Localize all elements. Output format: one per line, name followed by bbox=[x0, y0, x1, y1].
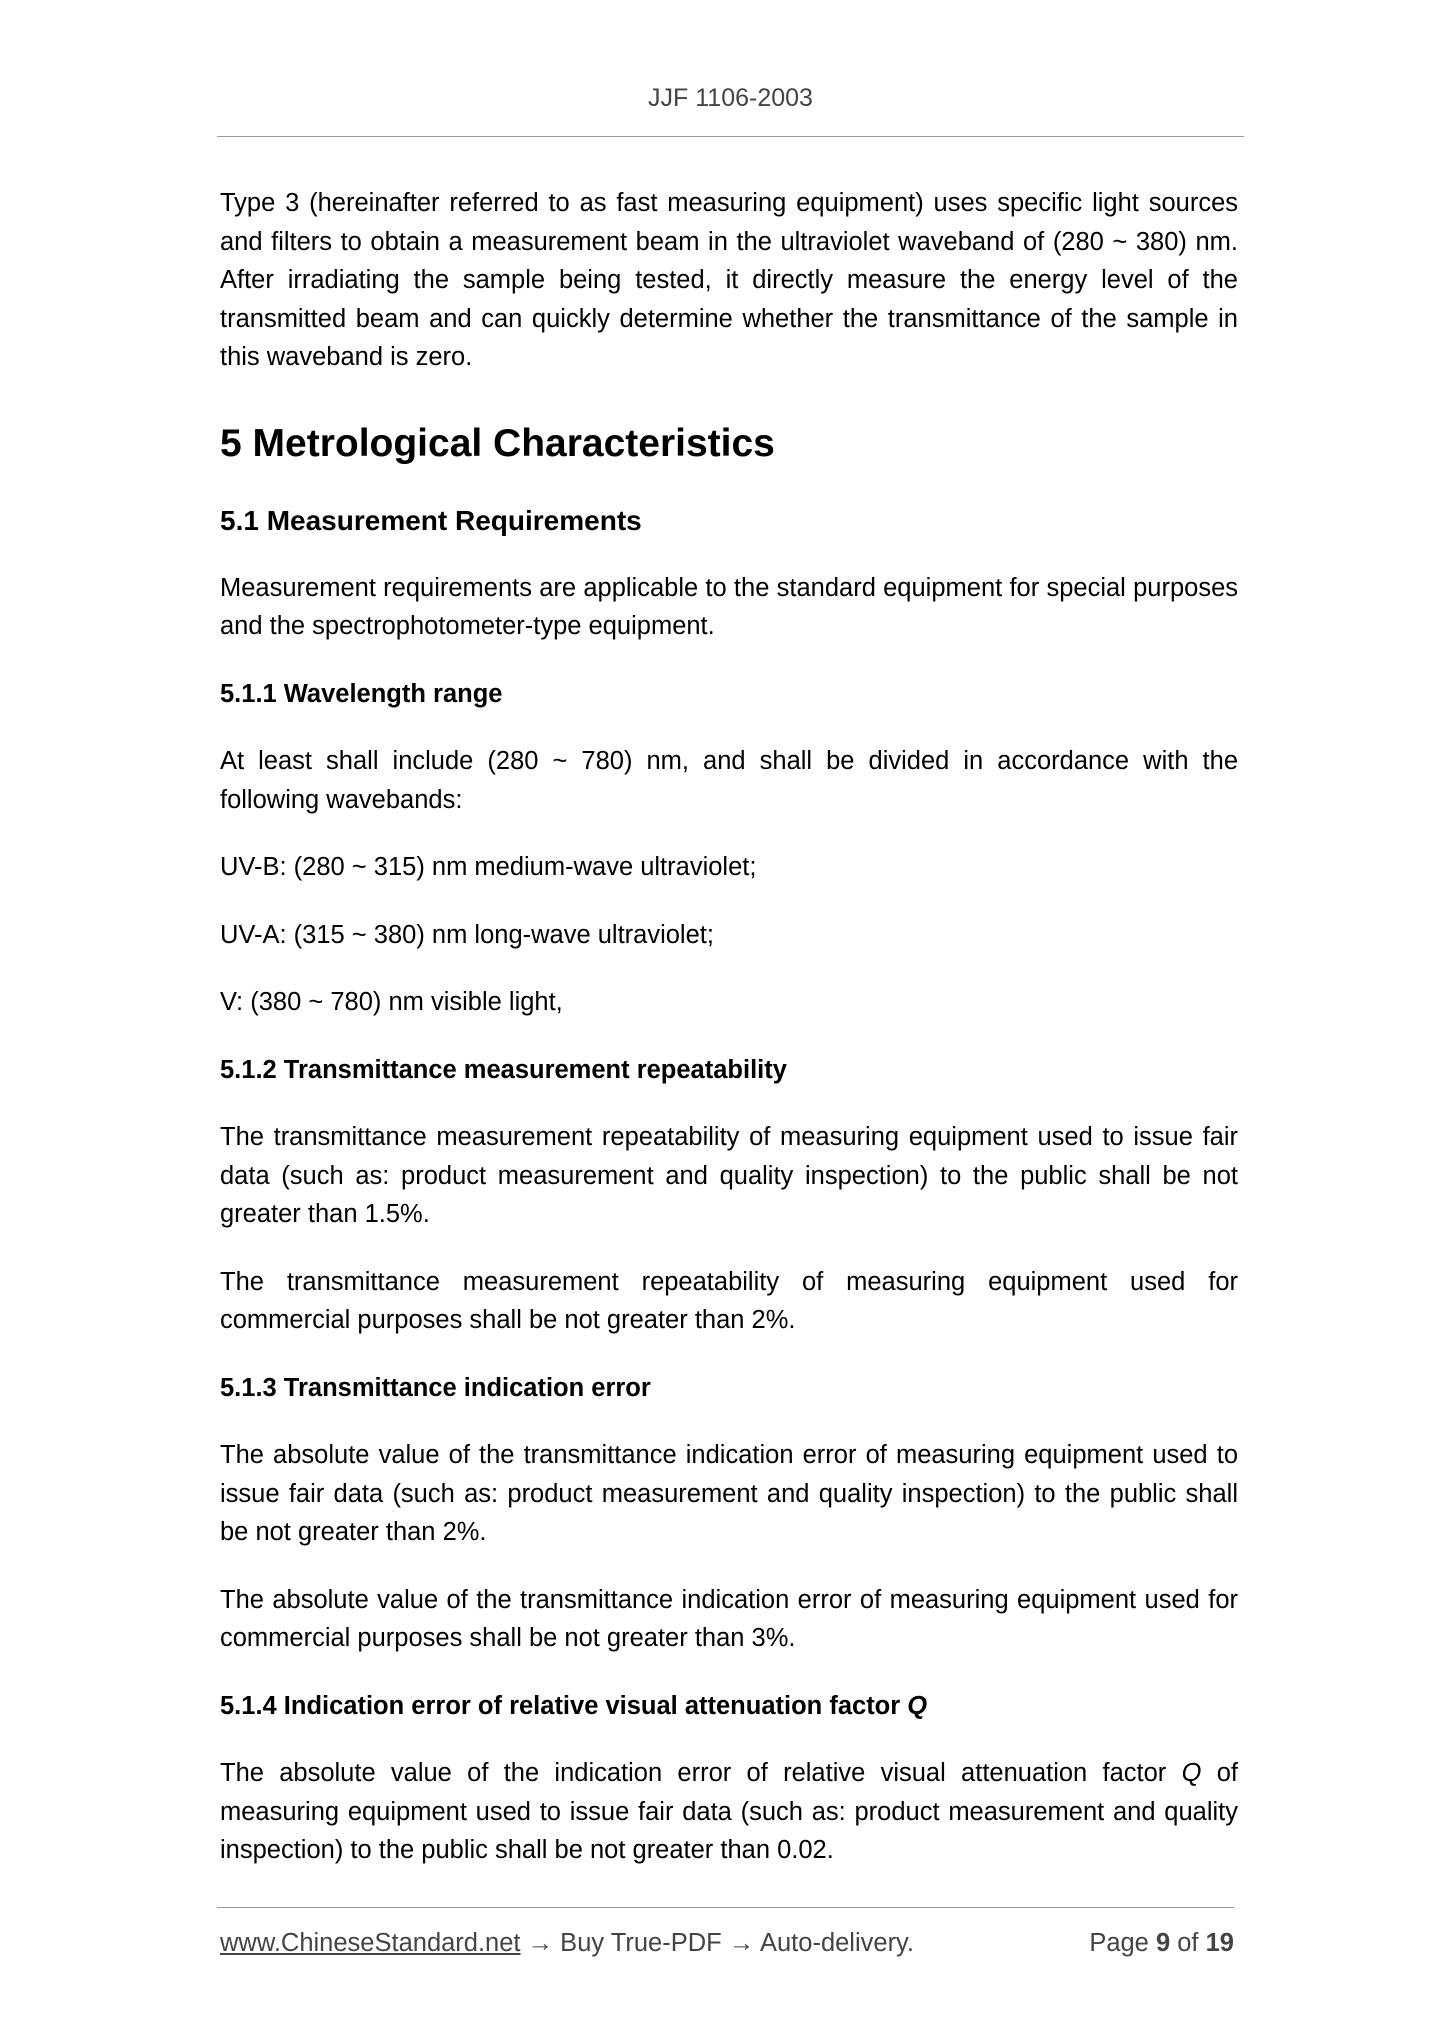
page-number: 9 bbox=[1155, 1929, 1171, 1957]
footer-promo bbox=[220, 1926, 914, 1960]
section-5-1-4-paragraph-symbol: Q bbox=[1181, 1759, 1202, 1787]
section-5-1-title: 5.1 Measurement Requirements bbox=[220, 504, 642, 536]
footer-divider bbox=[217, 1907, 1234, 1908]
section-5-1-4-paragraph-after: of measuring equipment used to issue fair data (such as: product measurement and quality inspection) to the public shall be not greater than 0.02. bbox=[220, 1759, 1238, 1864]
band-uvb: UV-B: (280 ~ 315) nm medium-wave ultraviolet; bbox=[220, 853, 757, 881]
section-5-title: 5 Metrological Characteristics bbox=[220, 421, 775, 465]
page-content bbox=[220, 184, 1238, 1899]
page-header: JJF 1106-2003 bbox=[648, 84, 813, 112]
band-uva: UV-A: (315 ~ 380) nm long-wave ultraviolet; bbox=[220, 920, 714, 949]
page-total: 19 bbox=[1205, 1929, 1234, 1957]
intro-paragraph: Type 3 (hereinafter referred to as fast measuring equipment) uses specific light sources and filters to obtain a measurement beam in the ultraviolet waveband of (280 ~ 380) nm. After irradiating the sample being tested, it directly measure the energy level of the transmitted beam and can quickly determine whether the transmittance of the sample in this waveband is zero. bbox=[220, 189, 1238, 371]
section-5-1-1-title: 5.1.1 Wavelength range bbox=[220, 679, 503, 708]
header-divider bbox=[217, 136, 1244, 137]
section-5-1-2-paragraph-2: The transmittance measurement repeatability of measuring equipment used for commercial purposes shall be not greater than 2%. bbox=[220, 1267, 1238, 1334]
section-5-1-2-paragraph-1: The transmittance measurement repeatability of measuring equipment used to issue fair data (such as: product measurement and quality inspection) to the public shall be not greater than 1.5%. bbox=[220, 1123, 1238, 1228]
section-5-1-4-paragraph bbox=[220, 1754, 1238, 1870]
site-link[interactable]: www.ChineseStandard.net bbox=[220, 1929, 521, 1957]
section-5-1-paragraph: Measurement requirements are applicable to the standard equipment for special purposes and the spectrophotometer-type equipment. bbox=[220, 573, 1238, 640]
section-5-1-1-paragraph: At least shall include (280 ~ 780) nm, and shall be divided in accordance with the following wavebands: bbox=[220, 747, 1238, 814]
section-5-1-3-title: 5.1.3 Transmittance indication error bbox=[220, 1373, 651, 1402]
section-5-1-4-title-text: 5.1.4 Indication error of relative visual attenuation factor bbox=[220, 1691, 901, 1720]
of-word: of bbox=[1177, 1929, 1199, 1957]
footer-promo-text: → Buy True-PDF → Auto-delivery. bbox=[520, 1929, 914, 1957]
section-5-1-3-paragraph-1: The absolute value of the transmittance indication error of measuring equipment used to issue fair data (such as: product measurement and quality inspection) to the public shall be not greater than 2%. bbox=[220, 1441, 1238, 1546]
section-5-1-2-title: 5.1.2 Transmittance measurement repeatability bbox=[220, 1055, 787, 1084]
section-5-1-4-paragraph-before: The absolute value of the indication error of relative visual attenuation factor bbox=[220, 1759, 1167, 1787]
band-visible: V: (380 ~ 780) nm visible light, bbox=[220, 988, 563, 1016]
section-5-1-3-paragraph-2: The absolute value of the transmittance indication error of measuring equipment used for commercial purposes shall be not greater than 3%. bbox=[220, 1585, 1238, 1652]
section-5-1-4-title-symbol: Q bbox=[907, 1691, 928, 1720]
section-5-1-4-title bbox=[220, 1687, 1238, 1726]
page-indicator bbox=[1089, 1926, 1234, 1960]
page-word: Page bbox=[1089, 1929, 1149, 1957]
